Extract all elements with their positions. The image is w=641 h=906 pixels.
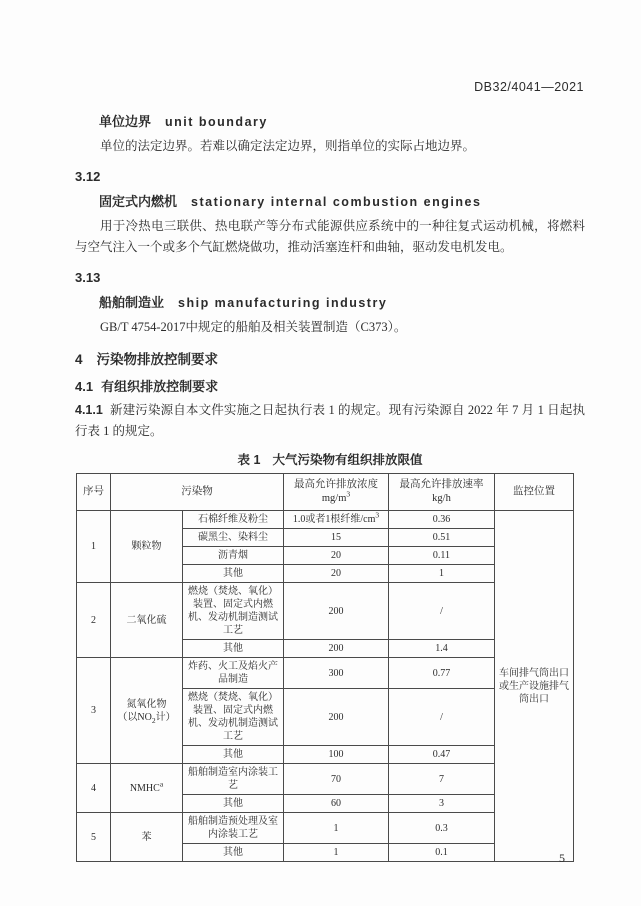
term-ship-manufacturing <box>75 293 585 313</box>
table-row <box>77 511 574 529</box>
header-line: 最高允许排放速率 <box>399 479 484 490</box>
footnote-superscript: a <box>159 779 164 789</box>
pollutant-qualifier: 计） <box>155 711 176 723</box>
term-en-label: unit boundary <box>165 115 268 129</box>
cell-concentration: 60 <box>284 795 389 813</box>
cell-source: 碳黑尘、染料尘 <box>183 529 284 547</box>
section-4-1-heading <box>75 377 585 396</box>
section-number: 4 <box>75 352 83 367</box>
table-title-text: 大气污染物有组织排放限值 <box>272 453 423 467</box>
cell-concentration: 20 <box>284 547 389 565</box>
section-title: 有组织排放控制要求 <box>101 379 219 394</box>
cell-source: 其他 <box>183 565 284 583</box>
cell-rate: / <box>389 583 495 640</box>
col-header-index: 序号 <box>77 474 111 511</box>
col-header-pollutant: 污染物 <box>111 474 284 511</box>
cell-rate: 0.1 <box>389 844 495 862</box>
col-header-rate <box>389 474 495 511</box>
emission-limits-table <box>76 473 574 862</box>
header-line: 最高允许排放浓度 <box>294 479 378 490</box>
cell-monitoring-location: 车间排气筒出口或生产设施排气筒出口 <box>495 511 574 862</box>
term-stationary-engine <box>75 192 585 212</box>
cell-source: 炸药、火工及焰火产品制造 <box>183 658 284 689</box>
clause-number: 4.1.1 <box>75 403 103 417</box>
cell-source: 沥青烟 <box>183 547 284 565</box>
cell-rate: 1.4 <box>389 640 495 658</box>
cell-pollutant <box>111 658 183 764</box>
section-title: 污染物排放控制要求 <box>96 352 219 367</box>
cell-concentration: 1 <box>284 813 389 844</box>
clause-4-1-1-paragraph <box>75 400 585 442</box>
cell-concentration: 1 <box>284 844 389 862</box>
pollutant-name: NMHC <box>129 782 160 794</box>
cell-source: 其他 <box>183 746 284 764</box>
cell-source: 船舶制造室内涂装工艺 <box>183 764 284 795</box>
clause-text: 新建污染源自本文件实施之日起执行表 1 的规定。现有污染源自 2022 年 7 月 1 日起执行表 1 的规定。 <box>75 403 585 438</box>
para-stationary-engine: 用于冷热电三联供、热电联产等分布式能源供应系统中的一种往复式运动机械，将燃料与空气注入一个或多个气缸燃烧做功，推动活塞连杆和曲轴，驱动发电机发电。 <box>75 219 585 254</box>
table-header-row <box>77 474 574 511</box>
page-content <box>75 112 585 862</box>
table-1-title <box>75 450 585 468</box>
cell-concentration: 200 <box>284 640 389 658</box>
unit-superscript: 3 <box>375 511 380 521</box>
cell-source: 其他 <box>183 795 284 813</box>
pollutant-qualifier: （以NO <box>117 711 152 723</box>
cell-source: 船舶制造预处理及室内涂装工艺 <box>183 813 284 844</box>
cell-index: 3 <box>77 658 111 764</box>
unit-superscript: 3 <box>346 489 351 499</box>
cell-rate: 0.36 <box>389 511 495 529</box>
pollutant-name: 氮氧化物 <box>126 698 167 710</box>
term-en-label: stationary internal combustion engines <box>191 195 482 209</box>
term-en-label: ship manufacturing industry <box>178 296 388 310</box>
unit-text: kg/h <box>432 493 451 505</box>
cell-concentration: 200 <box>284 583 389 640</box>
cell-pollutant: 二氧化硫 <box>111 583 183 658</box>
col-header-concentration <box>284 474 389 511</box>
cell-source: 其他 <box>183 844 284 862</box>
cell-pollutant: 颗粒物 <box>111 511 183 583</box>
cell-rate: 1 <box>389 565 495 583</box>
clause-number-3-13: 3.13 <box>75 270 101 285</box>
cell-source: 其他 <box>183 640 284 658</box>
term-zh-label: 单位边界 <box>99 114 152 129</box>
cell-concentration: 20 <box>284 565 389 583</box>
page-number: 5 <box>559 851 565 865</box>
cell-pollutant <box>111 764 183 813</box>
cell-rate: 7 <box>389 764 495 795</box>
term-unit-boundary <box>75 112 585 132</box>
cell-index: 1 <box>77 511 111 583</box>
cell-concentration: 200 <box>284 689 389 746</box>
para-unit-boundary: 单位的法定边界。若难以确定法定边界，则指单位的实际占地边界。 <box>100 139 476 153</box>
cell-concentration: 100 <box>284 746 389 764</box>
cell-rate: 0.3 <box>389 813 495 844</box>
standard-code-header: DB32/4041—2021 <box>474 80 584 94</box>
cell-rate: / <box>389 689 495 746</box>
cell-concentration: 70 <box>284 764 389 795</box>
cell-rate: 0.77 <box>389 658 495 689</box>
cell-index: 2 <box>77 583 111 658</box>
cell-concentration: 15 <box>284 529 389 547</box>
cell-source: 燃烧（焚烧、氧化）装置、固定式内燃机、发动机制造测试工艺 <box>183 583 284 640</box>
cell-rate: 0.47 <box>389 746 495 764</box>
cell-source: 燃烧（焚烧、氧化）装置、固定式内燃机、发动机制造测试工艺 <box>183 689 284 746</box>
cell-rate: 0.51 <box>389 529 495 547</box>
term-zh-label: 船舶制造业 <box>99 295 165 310</box>
para-ship-manufacturing: GB/T 4754-2017中规定的船舶及相关装置制造（C373）。 <box>100 320 407 334</box>
section-4-heading <box>75 350 585 369</box>
cell-pollutant: 苯 <box>111 813 183 862</box>
cell-index: 5 <box>77 813 111 862</box>
col-header-monitoring: 监控位置 <box>495 474 574 511</box>
cell-rate: 3 <box>389 795 495 813</box>
clause-number-3-12: 3.12 <box>75 169 101 184</box>
cell-concentration <box>284 511 389 529</box>
cell-source: 石棉纤维及粉尘 <box>183 511 284 529</box>
term-zh-label: 固定式内燃机 <box>99 194 178 209</box>
table-label: 表 1 <box>237 453 261 467</box>
unit-text: mg/m <box>321 493 347 505</box>
cell-concentration: 300 <box>284 658 389 689</box>
value-text: 1.0或者1根纤维/cm <box>292 514 376 526</box>
cell-rate: 0.11 <box>389 547 495 565</box>
section-number: 4.1 <box>75 379 94 394</box>
chemical-subscript: 2 <box>151 715 156 725</box>
cell-index: 4 <box>77 764 111 813</box>
